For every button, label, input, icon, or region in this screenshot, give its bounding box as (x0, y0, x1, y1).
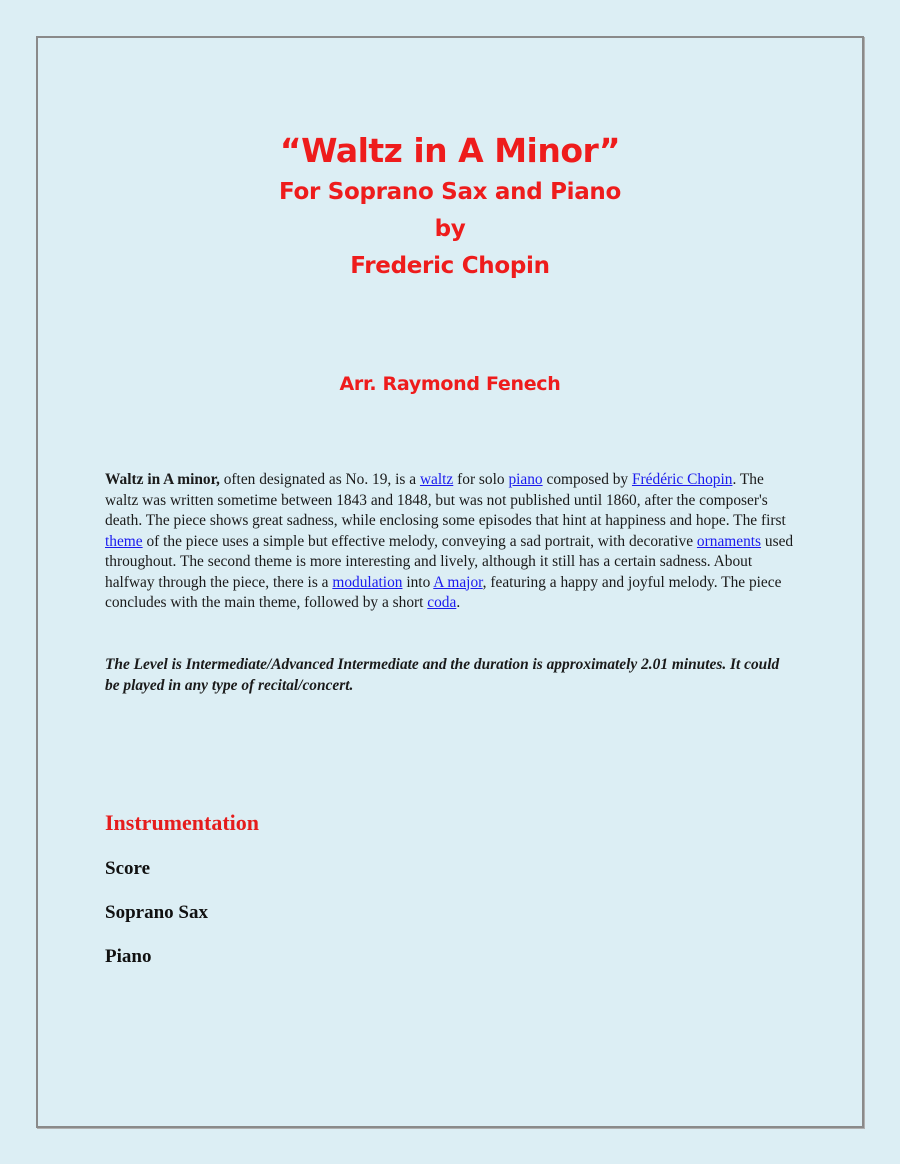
title-block (0, 128, 900, 285)
description-lead: Waltz in A minor, (105, 471, 220, 488)
instrumentation-item-score: Score (105, 858, 151, 879)
description-text: . (456, 594, 461, 611)
link-piano[interactable]: piano (508, 471, 543, 488)
link-ornaments[interactable]: ornaments (696, 532, 762, 550)
description-text: composed by (542, 471, 632, 488)
arranger-credit: Arr. Raymond Fenech (339, 373, 561, 395)
instrumentation-heading: Instrumentation (105, 810, 260, 835)
link-frederic-chopin[interactable]: Frédéric Chopin (631, 471, 733, 488)
link-waltz[interactable]: waltz (419, 471, 454, 488)
description-text: for solo (453, 471, 509, 488)
description-text: into (402, 573, 434, 591)
composer-name: Frederic Chopin (350, 253, 550, 279)
link-modulation[interactable]: modulation (332, 573, 403, 591)
link-theme[interactable]: theme (105, 532, 143, 550)
link-a-major[interactable]: A major (433, 573, 483, 591)
piece-title: “Waltz in A Minor” (279, 131, 621, 170)
instrumentation-item-soprano-sax: Soprano Sax (105, 902, 208, 923)
description-text: used throughout. The second theme is more interesting and lively, although it still has a certain sadness. About halfway through the piece, there is a (105, 532, 794, 591)
description-text: of the piece uses a simple but effective melody, conveying a sad portrait, with decorative (142, 532, 697, 550)
instrumentation-item-piano: Piano (105, 946, 152, 967)
instrument-subtitle: For Soprano Sax and Piano (278, 179, 622, 205)
description-paragraph (105, 470, 795, 614)
by-line: by (434, 216, 466, 242)
description-text: . The waltz was written sometime between 1843 and 1848, but was not published until 1860, after the composer's death. The piece shows great sadness, while enclosing some episodes that hint at happiness and hope. The first (105, 471, 786, 529)
description-text: often designated as No. 19, is a (219, 471, 420, 488)
link-coda[interactable]: coda (427, 594, 457, 611)
description-text: , featuring a happy and joyful melody. The piece concludes with the main theme, followed by a short (105, 573, 782, 611)
level-note: The Level is Intermediate/Advanced Intermediate and the duration is approximately 2.01 minutes. It could be played in any type of recital/concert. (105, 656, 780, 694)
